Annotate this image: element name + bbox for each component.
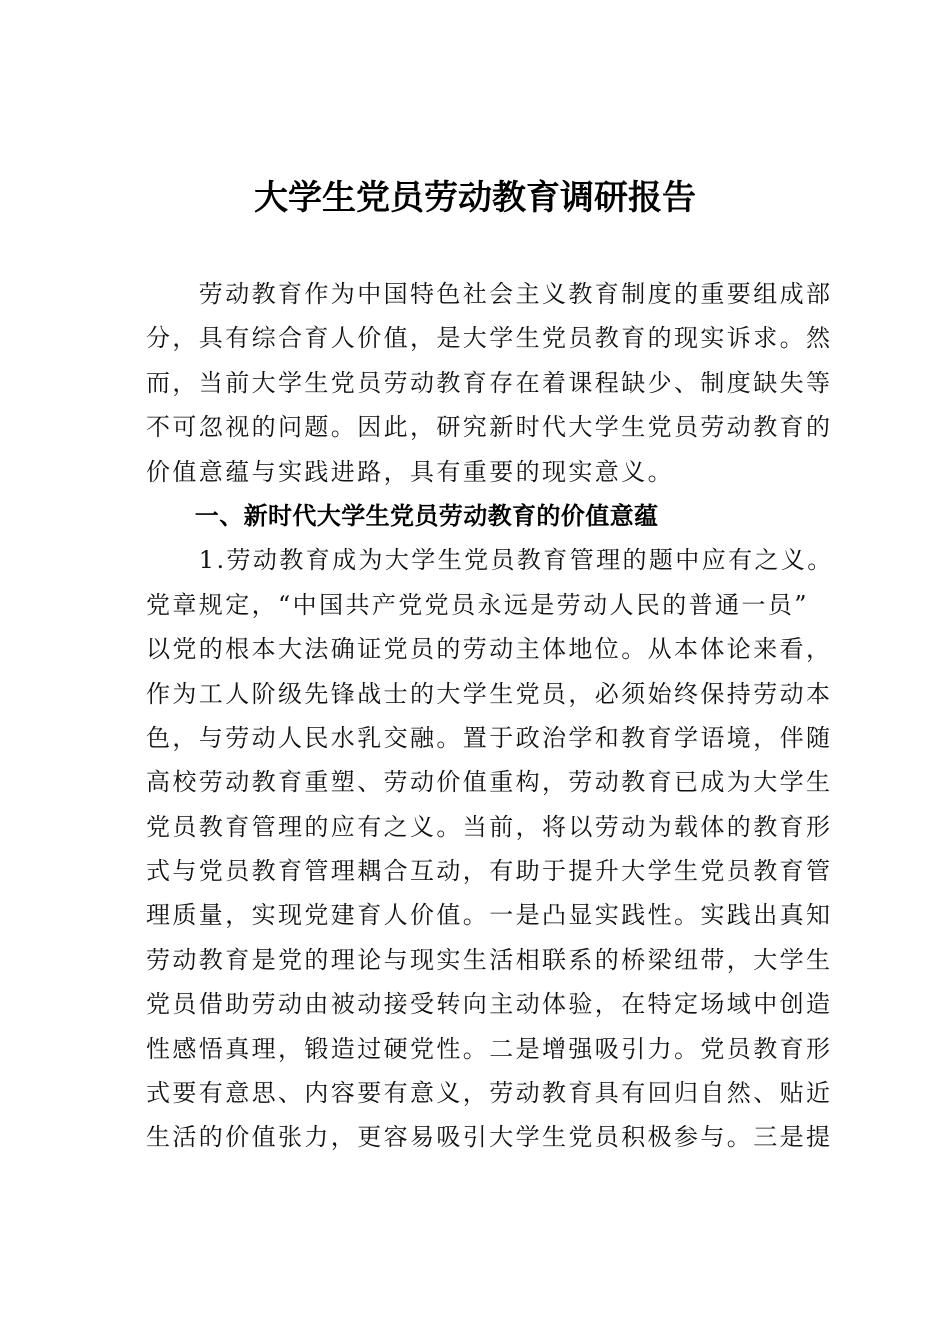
body-line: 价值意蕴与实践进路，具有重要的现实意义。 — [146, 457, 674, 486]
body-line: 党章规定，“中国共产党党员永远是劳动人民的普通一员” — [146, 590, 809, 619]
body-line: 而，当前大学生党员劳动教育存在着课程缺少、制度缺失等 — [146, 368, 833, 397]
body-line: 理质量，实现党建育人价值。一是凸显实践性。实践出真知 — [146, 901, 833, 930]
body-line: 式要有意思、内容要有意义，劳动教育具有回归自然、贴近 — [146, 1079, 833, 1108]
body-line: 不可忽视的问题。因此，研究新时代大学生党员劳动教育的 — [146, 413, 833, 442]
body-line: 性感悟真理，锻造过硬党性。二是增强吸引力。党员教育形 — [146, 1034, 833, 1063]
body-line: 生活的价值张力，更容易吸引大学生党员积极参与。三是提 — [146, 1123, 833, 1152]
section-heading: 一、新时代大学生党员劳动教育的价值意蕴 — [146, 501, 659, 530]
body-line: 劳动教育作为中国特色社会主义教育制度的重要组成部 — [146, 280, 833, 308]
body-line: 色，与劳动人民水乳交融。置于政治学和教育学语境，伴随 — [146, 723, 833, 752]
body-line: 式与党员教育管理耦合互动，有助于提升大学生党员教育管 — [146, 857, 833, 886]
body-line: 分，具有综合育人价值，是大学生党员教育的现实诉求。然 — [146, 324, 833, 353]
body-line: 党员借助劳动由被动接受转向主动体验，在特定场域中创造 — [146, 990, 833, 1019]
body-line: 1.劳动教育成为大学生党员教育管理的题中应有之义。 — [146, 546, 834, 575]
document-body — [146, 272, 834, 1160]
body-line: 作为工人阶级先锋战士的大学生党员，必须始终保持劳动本 — [146, 679, 833, 708]
body-line: 劳动教育是党的理论与现实生活相联系的桥梁纽带，大学生 — [146, 945, 833, 974]
body-line: 高校劳动教育重塑、劳动价值重构，劳动教育已成为大学生 — [146, 768, 833, 797]
document-title: 大学生党员劳动教育调研报告 — [254, 178, 696, 218]
body-line: 以党的根本大法确证党员的劳动主体地位。从本体论来看， — [146, 635, 833, 664]
body-line: 党员教育管理的应有之义。当前，将以劳动为载体的教育形 — [146, 812, 833, 841]
